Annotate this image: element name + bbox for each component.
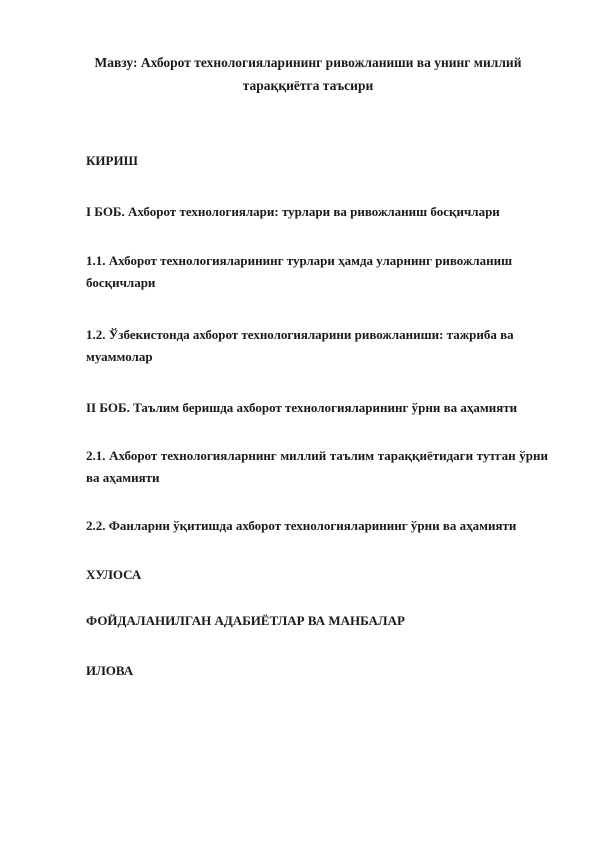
toc-item-section-1-2: 1.2. Ўзбекистонда ахборот технологияларини ривожланиши: тажриба ва муаммолар [86, 327, 514, 364]
toc-item-section-1-1: 1.1. Ахборот технологияларининг турлари ҳамда уларнинг ривожланиш босқичлари [86, 253, 513, 290]
toc-item-chapter-2: II БОБ. Таълим беришда ахборот технологияларининг ўрни ва аҳамияти [86, 400, 518, 415]
toc-item-chapter-1: I БОБ. Ахборот технологиялари: турлари ва ривожланиш босқичлари [86, 204, 500, 219]
toc-item-conclusion: ХУЛОСА [86, 567, 142, 582]
toc-item-section-2-1: 2.1. Ахборот технологияларнинг миллий таълим тараққиётидаги тутган ўрни ва аҳамияти [86, 448, 548, 485]
toc-item-appendix: ИЛОВА [86, 663, 134, 678]
toc-item-references: ФОЙДАЛАНИЛГАН АДАБИЁТЛАР ВА МАНБАЛАР [86, 613, 405, 628]
toc-item-section-2-2: 2.2. Фанларни ўқитишда ахборот технологияларининг ўрни ва аҳамияти [86, 518, 517, 533]
document-title: Мавзу: Ахборот технологияларининг ривожланиши ва унинг миллий тараққиётга таъсири [94, 55, 522, 93]
toc-item-introduction: КИРИШ [86, 153, 138, 168]
